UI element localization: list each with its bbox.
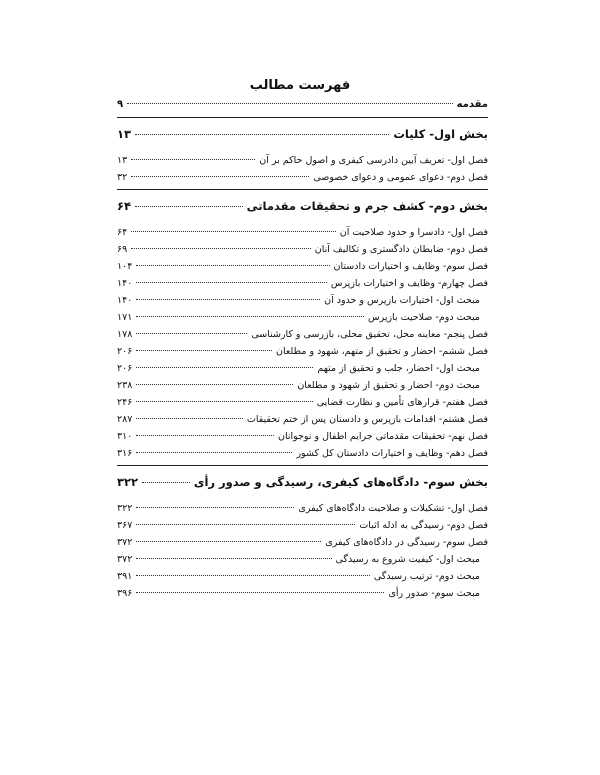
dot-leader xyxy=(131,176,309,177)
toc-entry-label: فصل اول- تعریف آیین دادرسی کیفری و اصول حاکم بر آن xyxy=(259,155,488,166)
toc-entry-page: ۹ xyxy=(117,99,124,110)
toc-entry-label: مبحث دوم- صلاحیت بازپرس xyxy=(367,312,480,323)
toc-entry[interactable] xyxy=(117,258,488,275)
toc-entry-page: ۳۹۱ xyxy=(117,571,133,582)
toc-entry-page: ۱۴۰ xyxy=(117,278,133,289)
toc-entry[interactable] xyxy=(117,224,488,241)
dot-leader xyxy=(136,350,272,351)
toc-entry-label: مبحث اول- احضار، جلب و تحقیق از متهم xyxy=(317,363,480,374)
toc-subentry[interactable] xyxy=(117,309,488,326)
toc-entry-label: فصل دوم- رسیدگی به ادله اثبات xyxy=(359,520,488,531)
dot-leader xyxy=(136,524,355,525)
dot-leader xyxy=(136,507,294,508)
dot-leader xyxy=(127,103,452,104)
toc-entry-page: ۳۲۲ xyxy=(117,503,133,514)
toc-entry-page: ۲۴۶ xyxy=(117,397,133,408)
toc-entry[interactable] xyxy=(117,534,488,551)
dot-leader xyxy=(136,452,292,453)
toc-entry-page: ۱۰۴ xyxy=(117,261,133,272)
dot-leader xyxy=(136,333,247,334)
toc-entry-label: مبحث دوم- احضار و تحقیق از شهود و مطلعان xyxy=(297,380,480,391)
toc-entry-label: فصل پنجم- معاینه محل، تحقیق محلی، بازرسی و کارشناسی xyxy=(251,329,488,340)
toc-part-label: بخش اول- کلیات xyxy=(393,127,488,141)
dot-leader xyxy=(136,316,364,317)
toc-entry-page: ۳۹۶ xyxy=(117,588,133,599)
toc-entry-page: ۳۷۲ xyxy=(117,537,133,548)
toc-part-3[interactable] xyxy=(117,470,488,494)
toc-entry-label: فصل نهم- تحقیقات مقدماتی جرایم اطفال و نوجوانان xyxy=(277,431,488,442)
toc-entry-page: ۳۱۰ xyxy=(117,431,133,442)
toc-subentry[interactable] xyxy=(117,377,488,394)
toc-entry-page: ۲۸۷ xyxy=(117,414,133,425)
toc-entry-label: فصل چهارم- وظایف و اختیارات بازپرس xyxy=(330,278,488,289)
dot-leader xyxy=(136,541,321,542)
dot-leader xyxy=(136,435,274,436)
toc-entry[interactable] xyxy=(117,169,488,186)
toc-entry[interactable] xyxy=(117,326,488,343)
toc-entry[interactable] xyxy=(117,445,488,462)
toc-entry-page: ۶۹ xyxy=(117,244,128,255)
toc-entry[interactable] xyxy=(117,411,488,428)
dot-leader xyxy=(136,418,243,419)
toc-entry-label: فصل سوم- رسیدگی در دادگاه‌های کیفری xyxy=(325,537,488,548)
toc-entry-label: مبحث اول- اختیارات بازپرس و حدود آن xyxy=(324,295,480,306)
toc-subentry[interactable] xyxy=(117,551,488,568)
toc-entry-label: فصل اول- دادسرا و حدود صلاحیت آن xyxy=(339,227,488,238)
toc-entry-page: ۱۳ xyxy=(117,155,128,166)
dot-leader xyxy=(136,265,329,266)
toc-part-1[interactable] xyxy=(117,122,488,146)
toc-part-2[interactable] xyxy=(117,194,488,218)
toc-entry-page: ۳۶۷ xyxy=(117,520,133,531)
toc-entry[interactable] xyxy=(117,428,488,445)
divider xyxy=(117,189,488,190)
toc-entry[interactable] xyxy=(117,152,488,169)
toc-part-page: ۳۲۲ xyxy=(117,475,139,489)
toc-entry-introduction[interactable] xyxy=(117,96,488,114)
dot-leader xyxy=(135,206,243,207)
dot-leader xyxy=(131,159,255,160)
dot-leader xyxy=(136,558,331,559)
toc-part-page: ۶۴ xyxy=(117,199,132,213)
toc-entry-label: مقدمه xyxy=(456,99,488,110)
dot-leader xyxy=(136,592,384,593)
dot-leader xyxy=(136,384,293,385)
dot-leader xyxy=(136,575,370,576)
dot-leader xyxy=(136,401,312,402)
toc-subentry[interactable] xyxy=(117,568,488,585)
toc-entry-page: ۳۱۶ xyxy=(117,448,133,459)
toc-entry-label: فصل هفتم- قرارهای تأمین و نظارت قضایی xyxy=(316,397,488,408)
dot-leader xyxy=(131,231,336,232)
toc-entry-page: ۲۰۶ xyxy=(117,346,133,357)
toc-entry-page: ۱۷۱ xyxy=(117,312,133,323)
toc-entry-page: ۱۷۸ xyxy=(117,329,133,340)
page-title: فهرست مطالب xyxy=(249,78,351,93)
dot-leader xyxy=(135,134,389,135)
toc-entry-page: ۶۴ xyxy=(117,227,128,238)
toc-subentry[interactable] xyxy=(117,292,488,309)
toc-part-label: بخش دوم- کشف جرم و تحقیقات مقدماتی xyxy=(246,199,488,213)
dot-leader xyxy=(136,367,313,368)
toc-entry-label: فصل دهم- وظایف و اختیارات دادستان کل کشور xyxy=(296,448,488,459)
toc-entry-page: ۲۰۶ xyxy=(117,363,133,374)
toc-entry[interactable] xyxy=(117,517,488,534)
toc-subentry[interactable] xyxy=(117,585,488,602)
divider xyxy=(117,117,488,118)
toc-entry-label: فصل اول- تشکیلات و صلاحیت دادگاه‌های کیفری xyxy=(298,503,488,514)
toc-entry-label: فصل هشتم- اقدامات بازپرس و دادستان پس از ختم تحقیقات xyxy=(246,414,488,425)
toc-part-label: بخش سوم- دادگاه‌های کیفری، رسیدگی و صدور رأی xyxy=(193,475,488,489)
toc-subentry[interactable] xyxy=(117,360,488,377)
toc-entry-label: فصل ششم- احضار و تحقیق از متهم، شهود و مطلعان xyxy=(275,346,488,357)
divider xyxy=(117,465,488,466)
dot-leader xyxy=(136,282,327,283)
toc-entry-label: مبحث سوم- صدور رأی xyxy=(388,588,480,599)
toc-entry-label: مبحث دوم- ترتیب رسیدگی xyxy=(373,571,480,582)
dot-leader xyxy=(131,248,311,249)
toc-entry-label: فصل دوم- دعوای عمومی و دعوای خصوصی xyxy=(313,172,488,183)
toc-entry[interactable] xyxy=(117,343,488,360)
toc-part-page: ۱۳ xyxy=(117,127,132,141)
table-of-contents xyxy=(117,96,488,602)
toc-entry-page: ۲۳۸ xyxy=(117,380,133,391)
toc-entry[interactable] xyxy=(117,500,488,517)
toc-entry-label: فصل سوم- وظایف و اختیارات دادستان xyxy=(333,261,488,272)
toc-entry[interactable] xyxy=(117,394,488,411)
toc-entry[interactable] xyxy=(117,275,488,292)
dot-leader xyxy=(142,482,190,483)
toc-entry-label: مبحث اول- کیفیت شروع به رسیدگی xyxy=(335,554,480,565)
toc-entry-page: ۱۴۰ xyxy=(117,295,133,306)
toc-entry-page: ۳۷۲ xyxy=(117,554,133,565)
toc-entry-label: فصل دوم- ضابطان دادگستری و تکالیف آنان xyxy=(314,244,488,255)
toc-entry-page: ۳۲ xyxy=(117,172,128,183)
toc-entry[interactable] xyxy=(117,241,488,258)
dot-leader xyxy=(136,299,320,300)
